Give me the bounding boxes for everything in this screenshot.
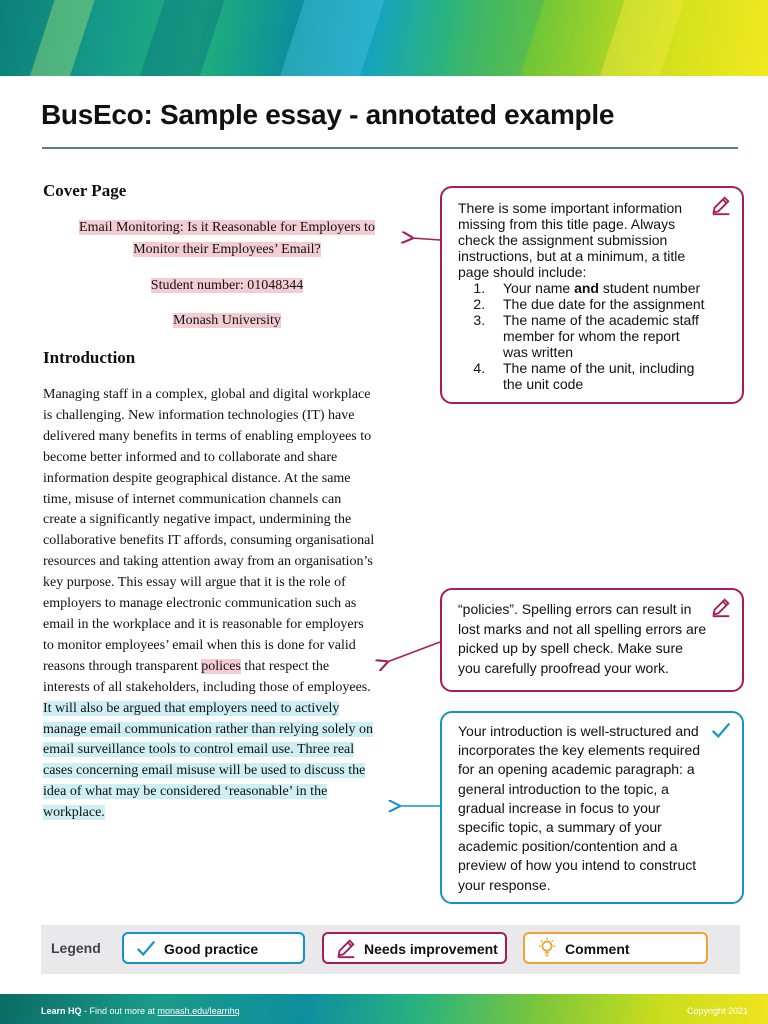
good-practice-highlight: cases concerning email misuse will be used to discuss the <box>43 763 366 779</box>
title-page-requirements-list <box>442 280 742 392</box>
comment-line: preview of how you intend to construct <box>458 857 697 874</box>
list-item: 3. The name of the academic staff member for whom the report was written <box>489 312 742 360</box>
paragraph-line <box>43 657 415 678</box>
comment-line: general introduction to the topic, a <box>458 780 669 797</box>
highlighted-line <box>43 720 415 741</box>
cover-title-text: Monitor their Employees’ Email? <box>133 242 321 257</box>
paragraph-line: key purpose. This essay will argue that it is the role of <box>43 575 346 591</box>
line-text: reasons through transparent <box>43 658 202 674</box>
cover-page-heading: Cover Page <box>43 181 127 200</box>
paragraph-line: employers to manage electronic communication such as <box>43 596 357 612</box>
line-text: that respect the <box>240 658 330 674</box>
paragraph-line: to monitor employees’ email when this is done for valid <box>43 637 356 653</box>
footer-text <box>41 1006 240 1016</box>
banner-streak <box>589 0 691 76</box>
comment-line: your response. <box>458 876 551 893</box>
banner-streak <box>439 0 551 76</box>
pencil-icon <box>334 937 358 959</box>
spelling-comment <box>440 588 744 692</box>
legend-bar <box>41 925 740 974</box>
comment-line: page should include: <box>458 264 587 280</box>
student-number: Student number: 01048344 <box>150 278 304 293</box>
university-name: Monash University <box>173 313 281 328</box>
paragraph-line: email in the workplace and it is reasonable for employers <box>43 616 364 632</box>
comment-line: missing from this title page. Always <box>458 216 676 232</box>
footer-find-out: - Find out more at <box>81 1006 158 1016</box>
header-banner <box>0 0 768 76</box>
paragraph-line: become better informed and to collaborate and share <box>43 449 338 465</box>
comment-line: instructions, but at a minimum, a title <box>458 248 686 264</box>
learnhq-link[interactable]: monash.edu/learnhq <box>157 1006 240 1016</box>
comment-line: incorporates the key elements required <box>458 742 701 759</box>
paragraph-line: create a significantly negative impact, undermining the <box>43 512 352 528</box>
comment-line: you carefully proofread your work. <box>458 659 669 676</box>
paragraph-line: resources and taking attention away from an organisation’s <box>43 554 373 570</box>
cover-title-text: Email Monitoring: Is it Reasonable for Employers to <box>79 220 375 235</box>
comment-line: Your introduction is well-structured and <box>458 723 699 739</box>
arrow-title-page <box>412 238 440 240</box>
highlighted-line <box>43 761 415 782</box>
highlighted-line <box>43 699 415 720</box>
paragraph-line: time, misuse of internet communication channels can <box>43 491 342 507</box>
title-page-comment <box>440 186 744 404</box>
comment-line: academic position/contention and a <box>458 838 678 855</box>
copyright-text: Copyright 2021 <box>686 1006 748 1016</box>
paragraph-line: information despite geographical distance. At the same <box>43 470 351 486</box>
student-number-line <box>40 275 414 297</box>
footer-bar <box>0 994 768 1024</box>
legend-good-practice <box>122 932 305 964</box>
good-practice-highlight: idea of what may be considered ‘reasonable’ in the <box>43 784 328 800</box>
legend-needs-improvement <box>322 932 507 964</box>
banner-streak <box>269 0 391 76</box>
list-item: 2. The due date for the assignment <box>489 296 742 312</box>
legend-comment <box>523 932 708 964</box>
comment-line: There is some important information <box>458 200 683 216</box>
comment-line: for an opening academic paragraph: a <box>458 761 695 778</box>
legend-needs-improvement-label: Needs improvement <box>364 941 498 957</box>
paragraph-line: Managing staff in a complex, global and digital workplace <box>43 387 371 402</box>
comment-line: specific topic, a summary of your <box>458 819 662 836</box>
good-practice-highlight: email surveillance tools to control email use. Three real <box>43 742 355 758</box>
page-title: BusEco: Sample essay - annotated example <box>41 99 615 130</box>
comment-line: “policies”. Spelling errors can result in <box>458 601 692 617</box>
paragraph-line: collaborative benefits IT affords, consuming organisational <box>43 533 375 549</box>
lightbulb-icon <box>535 937 559 959</box>
checkmark-icon <box>134 937 158 959</box>
cover-title-line-1 <box>40 217 414 239</box>
highlighted-line <box>43 803 415 824</box>
banner-streak <box>129 0 231 76</box>
comment-line: lost marks and not all spelling errors are <box>458 620 707 637</box>
cover-title-line-2 <box>40 239 414 261</box>
university-line <box>40 310 414 332</box>
comment-line: gradual increase in focus to your <box>458 799 661 816</box>
comment-line: check the assignment submission <box>458 232 668 248</box>
introduction-comment <box>440 711 744 904</box>
paragraph-line: interests of all stakeholders, including those of employees. <box>43 679 371 695</box>
good-practice-highlight: manage email communication rather than relying solely on <box>43 721 374 737</box>
list-item: 4. The name of the unit, including the unit code <box>489 360 742 392</box>
highlighted-line <box>43 782 415 803</box>
good-practice-highlight: workplace. <box>43 805 105 821</box>
legend-label: Legend <box>51 940 101 956</box>
introduction-paragraph <box>43 385 415 824</box>
footer-brand: Learn HQ <box>41 1006 82 1016</box>
spelling-error-highlight: polices <box>201 658 241 674</box>
comment-line: picked up by spell check. Make sure <box>458 640 683 656</box>
list-item: 1. Your name and student number <box>489 280 742 296</box>
banner-streak <box>19 0 101 76</box>
legend-comment-label: Comment <box>565 941 630 957</box>
good-practice-highlight: It will also be argued that employers need to actively <box>43 700 340 716</box>
legend-good-practice-label: Good practice <box>164 941 259 957</box>
paragraph-line: delivered many benefits in terms of enabling employees to <box>43 428 372 444</box>
introduction-heading: Introduction <box>43 348 136 367</box>
highlighted-line <box>43 740 415 761</box>
title-divider <box>42 147 738 149</box>
paragraph-line: is challenging. New information technologies (IT) have <box>43 407 355 423</box>
